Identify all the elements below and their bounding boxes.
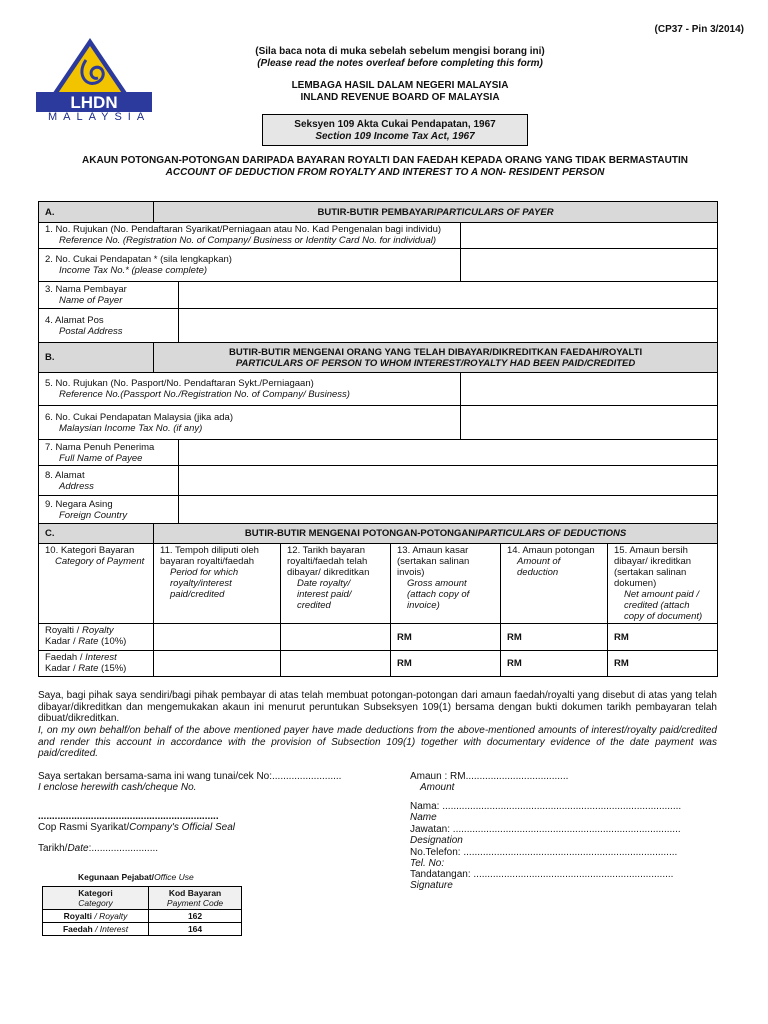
section-a-title: BUTIR-BUTIR PEMBAYAR/PARTICULARS OF PAYER — [154, 202, 718, 223]
field-6-input[interactable] — [461, 406, 718, 440]
field-2-input[interactable] — [461, 249, 718, 282]
office-col-code: Kod Bayaran Payment Code — [149, 887, 242, 910]
interest-category: Faedah / Interest Kadar / Rate (15%) — [39, 651, 154, 677]
field-3-input[interactable] — [179, 282, 718, 309]
date-field[interactable]: Tarikh/Date:........................ — [38, 843, 159, 854]
section-ms: Seksyen 109 Akta Cukai Pendapatan, 1967 — [294, 119, 496, 130]
col-14-header: 14. Amaun potongan Amount of deduction — [501, 544, 608, 624]
field-2-label: 2. No. Cukai Pendapatan * (sila lengkapkan) Income Tax No.* (please complete) — [39, 249, 461, 282]
section-c-header — [39, 524, 718, 544]
interest-net-input[interactable]: RM — [608, 651, 718, 677]
col-12-header: 12. Tarikh bayaran royalti/faedah telah dibayar/ dikreditkan Date royalty/ interest paid/ credited — [281, 544, 391, 624]
field-9-label: 9. Negara Asing Foreign Country — [39, 496, 179, 524]
form-title — [40, 155, 730, 179]
name-field[interactable]: Nama: ...................................................................................... Name — [410, 801, 682, 823]
interest-gross-input[interactable]: RM — [391, 651, 501, 677]
field-8-label: 8. Alamat Address — [39, 466, 179, 496]
field-5-input[interactable] — [461, 373, 718, 406]
interest-period-input[interactable] — [154, 651, 281, 677]
amount-field[interactable]: Amaun : RM..................................... Amount — [410, 771, 569, 793]
designation-field[interactable]: Jawatan: .................................................................................. Designation — [410, 824, 681, 846]
signature-field[interactable]: Tandatangan: ........................................................................ Signature — [410, 869, 674, 891]
office-code-interest: 164 — [149, 923, 242, 936]
section-en: Section 109 Income Tax Act, 1967 — [315, 131, 475, 142]
royalty-period-input[interactable] — [154, 624, 281, 651]
form-notes — [240, 46, 560, 70]
interest-row — [39, 651, 718, 677]
col-11-header: 11. Tempoh diliputi oleh bayaran royalti/faedah Period for which royalty/interest paid/credited — [154, 544, 281, 624]
field-8-input[interactable] — [179, 466, 718, 496]
title-en: ACCOUNT OF DEDUCTION FROM ROYALTY AND INTEREST TO A NON- RESIDENT PERSON — [165, 167, 605, 178]
section-b-header — [39, 343, 718, 373]
office-use-title: Kegunaan Pejabat/Office Use — [78, 872, 194, 882]
company-seal-field: ................................................................. Cop Rasmi Syarikat/Company's Official Seal — [38, 811, 235, 833]
office-code-royalty: 162 — [149, 910, 242, 923]
logo-country: MALAYSIA — [48, 111, 151, 123]
royalty-category: Royalti / Royalty Kadar / Rate (10%) — [39, 624, 154, 651]
agency-ms: LEMBAGA HASIL DALAM NEGERI MALAYSIA — [291, 80, 509, 91]
field-9-input[interactable] — [179, 496, 718, 524]
section-b-title: BUTIR-BUTIR MENGENAI ORANG YANG TELAH DIBAYAR/DIKREDITKAN FAEDAH/ROYALTI PARTICULARS OF PERSON TO WHOM INTEREST/ROYALTY HAD BEEN PAID/CREDITED — [154, 343, 718, 373]
declaration-en: I, on my own behalf/on behalf of the above mentioned payer have made deductions from the above-mentioned amounts of interest/royalty paid/credited and render this account in accordance with the provision of Subsection 109(1) together with documentary evidence of the date payment was paid/credited. — [38, 725, 717, 759]
telephone-field[interactable]: No.Telefon: ............................................................................. Tel. No: — [410, 847, 678, 869]
agency-name — [240, 80, 560, 104]
form-table — [38, 201, 718, 677]
logo-text: LHDN — [70, 93, 118, 112]
field-4-label: 4. Alamat Pos Postal Address — [39, 309, 179, 343]
field-4-input[interactable] — [179, 309, 718, 343]
field-3-label: 3. Nama Pembayar Name of Payer — [39, 282, 179, 309]
field-7-label: 7. Nama Penuh Penerima Full Name of Payee — [39, 440, 179, 466]
col-15-header: 15. Amaun bersih dibayar/ ikreditkan (sertakan salinan dokumen) Net amount paid / credited (attach copy of document) — [608, 544, 718, 624]
col-13-header: 13. Amaun kasar (sertakan salinan invois) Gross amount (attach copy of invoice) — [391, 544, 501, 624]
field-7-input[interactable] — [179, 440, 718, 466]
deductions-column-headers — [39, 544, 718, 624]
royalty-date-input[interactable] — [281, 624, 391, 651]
note-en: (Please read the notes overleaf before completing this form) — [257, 58, 543, 69]
section-a-letter: A. — [39, 202, 154, 223]
interest-deduction-input[interactable]: RM — [501, 651, 608, 677]
royalty-row — [39, 624, 718, 651]
office-col-category: Kategori Category — [43, 887, 149, 910]
declaration-ms: Saya, bagi pihak saya sendiri/bagi pihak pembayar di atas telah membuat potongan-potongan dari amaun faedah/royalti yang disebut di atas yang telah dibayar/dikreditkan dan mengemukakan akaun ini menurut peruntukan Subseksyen 109(1) bersama dengan bukti dokumen tarikh pembayaran telah dibuat/dikreditkan. — [38, 690, 717, 724]
agency-en: INLAND REVENUE BOARD OF MALAYSIA — [300, 92, 500, 103]
field-6-label: 6. No. Cukai Pendapatan Malaysia (jika ada) Malaysian Income Tax No. (if any) — [39, 406, 461, 440]
enclose-cash-field[interactable]: Saya sertakan bersama-sama ini wang tunai/cek No:......................... I enclose herewith cash/cheque No. — [38, 771, 342, 793]
field-1-input[interactable] — [461, 223, 718, 249]
section-c-title: BUTIR-BUTIR MENGENAI POTONGAN-POTONGAN/PARTICULARS OF DEDUCTIONS — [154, 524, 718, 544]
col-10-header: 10. Kategori Bayaran Category of Payment — [39, 544, 154, 624]
section-c-letter: C. — [39, 524, 154, 544]
note-ms: (Sila baca nota di muka sebelah sebelum mengisi borang ini) — [255, 46, 545, 57]
title-ms: AKAUN POTONGAN-POTONGAN DARIPADA BAYARAN ROYALTI DAN FAEDAH KEPADA ORANG YANG TIDAK BERMASTAUTIN — [82, 155, 688, 166]
office-row-royalty: Royalti / Royalty 162 — [43, 910, 242, 923]
office-use-table — [42, 886, 242, 936]
act-section-box — [262, 114, 528, 146]
section-b-letter: B. — [39, 343, 154, 373]
royalty-net-input[interactable]: RM — [608, 624, 718, 651]
royalty-deduction-input[interactable]: RM — [501, 624, 608, 651]
royalty-gross-input[interactable]: RM — [391, 624, 501, 651]
field-1-label: 1. No. Rujukan (No. Pendaftaran Syarikat/Perniagaan atau No. Kad Pengenalan bagi individu) Reference No. (Registration No. of Company/ Business or Identity Card No. for individual) — [39, 223, 461, 249]
section-a-header — [39, 202, 718, 223]
interest-date-input[interactable] — [281, 651, 391, 677]
field-5-label: 5. No. Rujukan (No. Pasport/No. Pendaftaran Sykt./Perniagaan) Reference No.(Passport No./Registration No. of Company/ Business) — [39, 373, 461, 406]
office-row-interest: Faedah / Interest 164 — [43, 923, 242, 936]
form-code: (CP37 - Pin 3/2014) — [654, 24, 744, 35]
